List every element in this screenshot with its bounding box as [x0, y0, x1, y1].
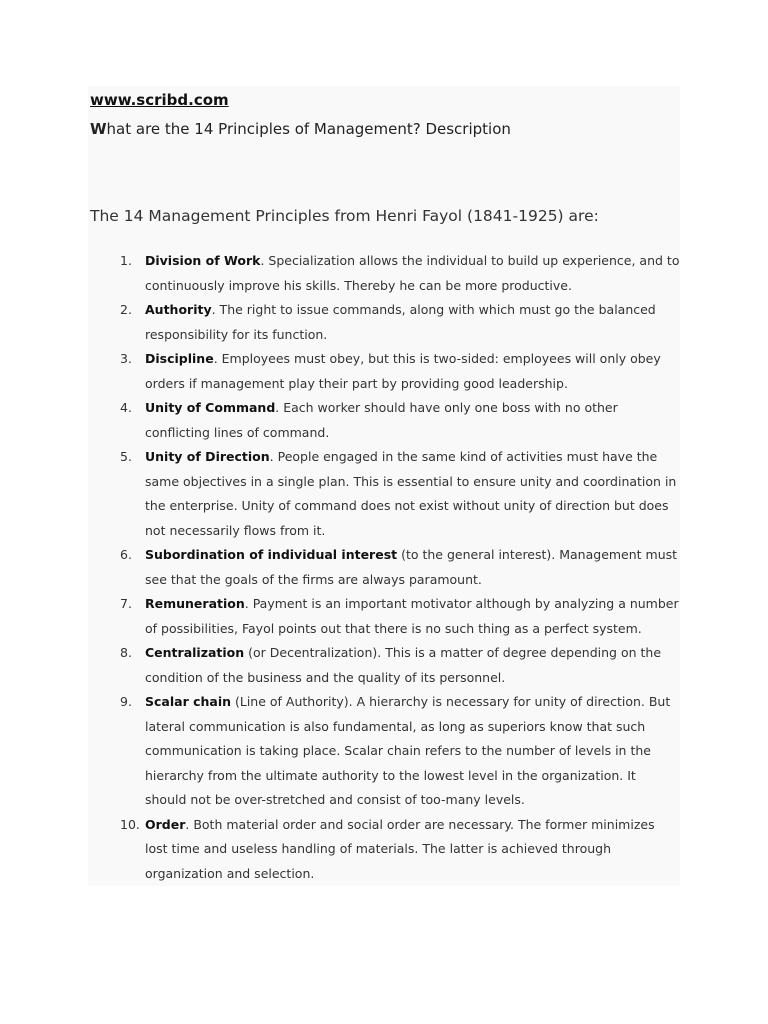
principle-number: 3. [120, 351, 132, 366]
principle-name: Division of Work [145, 253, 261, 268]
document-title [90, 118, 511, 140]
principle-description: . Payment is an important motivator although by analyzing a number of possibilities, Fayol points out that there is no such thing as a perfect system. [145, 596, 679, 636]
principle-item [120, 690, 680, 813]
principle-number: 7. [120, 596, 132, 611]
title-first-letter: W [90, 120, 107, 138]
principle-number: 1. [120, 253, 132, 268]
principle-description: . Both material order and social order are necessary. The former minimizes lost time and useless handling of materials. The latter is achieved through organization and selection. [145, 816, 655, 881]
principle-description: (or Decentralization). This is a matter of degree depending on the condition of the business and the quality of its personnel. [145, 645, 662, 685]
principles-list [120, 249, 680, 886]
principle-number: 4. [120, 400, 132, 415]
principle-number: 9. [120, 694, 132, 709]
principle-name: Unity of Command [145, 400, 276, 415]
principle-number: 5. [120, 449, 132, 464]
principle-description: . The right to issue commands, along with which must go the balanced responsibility for its function. [145, 302, 656, 342]
principle-item [120, 445, 680, 543]
principle-number: 6. [120, 547, 132, 562]
principle-description: (Line of Authority). A hierarchy is necessary for unity of direction. But lateral communication is also fundamental, as long as superiors know that such communication is taking place. Scalar chain refers to the number of levels in the hierarchy from the ultimate authority to the lowest level in the organization. It should not be over-stretched and consist of too-many levels. [145, 694, 671, 807]
principle-description: . Employees must obey, but this is two-sided: employees will only obey orders if management play their part by providing good leadership. [145, 351, 661, 391]
principle-item [120, 543, 680, 592]
principle-name: Scalar chain [145, 694, 232, 709]
principle-item [120, 249, 680, 298]
principle-number: 2. [120, 302, 132, 317]
principle-name: Centralization [145, 645, 245, 660]
principle-description: . People engaged in the same kind of activities must have the same objectives in a single plan. This is essential to ensure unity and coordination in the enterprise. Unity of command does not exist without unity of direction but does not necessarily flows from it. [145, 449, 677, 538]
principle-item [120, 641, 680, 690]
principle-item [120, 396, 680, 445]
principle-number: 8. [120, 645, 132, 660]
site-link[interactable]: www.scribd.com [90, 91, 229, 109]
title-rest: hat are the 14 Principles of Management? Description [106, 120, 511, 138]
principle-item [120, 592, 680, 641]
principle-name: Authority [145, 302, 212, 317]
principle-item [120, 298, 680, 347]
principle-name: Discipline [145, 351, 214, 366]
principle-number: 10. [120, 816, 140, 832]
principle-description: . Specialization allows the individual to build up experience, and to continuously improve his skills. Thereby he can be more productive. [145, 253, 680, 293]
principle-item [120, 813, 680, 887]
principle-description: . Each worker should have only one boss with no other conflicting lines of command. [145, 400, 618, 440]
principle-name: Unity of Direction [145, 449, 270, 464]
principle-name: Subordination of individual interest [145, 547, 398, 562]
principle-description: (to the general interest). Management must see that the goals of the firms are always paramount. [145, 547, 678, 587]
principle-name: Remuneration [145, 596, 245, 611]
intro-text: The 14 Management Principles from Henri Fayol (1841-1925) are: [90, 207, 599, 225]
principle-item [120, 347, 680, 396]
principle-name: Order [145, 816, 186, 832]
